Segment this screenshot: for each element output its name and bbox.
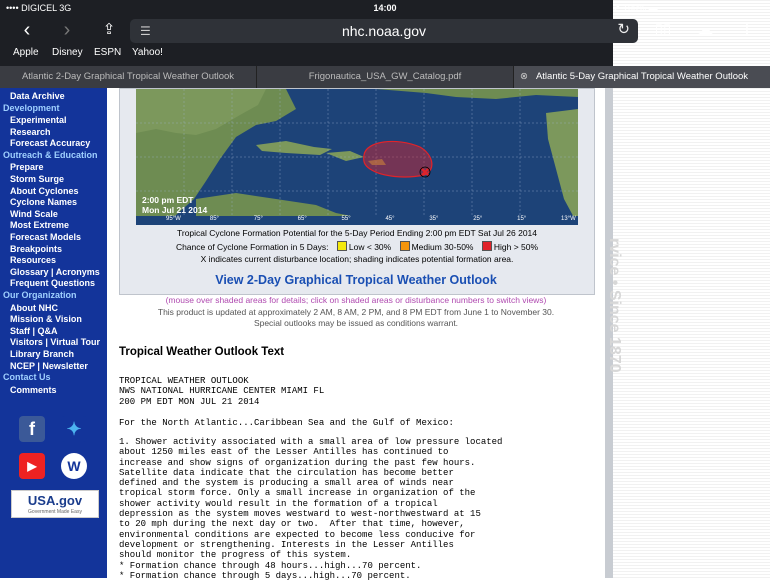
- map-hint: (mouse over shaded areas for details; click on shaded areas or disturbance numbers to switch views): [165, 295, 547, 305]
- browser-chrome: [0, 0, 770, 88]
- bookmark-yahoo[interactable]: Yahoo!: [132, 47, 163, 58]
- battery-indicator: ➚ 100% ▬: [613, 0, 770, 490]
- sidebar-link[interactable]: Library Branch: [10, 348, 75, 359]
- sidebar-link[interactable]: Forecast Models: [10, 232, 82, 242]
- legend-low-swatch: [337, 241, 347, 251]
- sidebar-link[interactable]: Frequent Questions: [10, 278, 96, 289]
- sidebar-link[interactable]: Visitors | Virtual Tour: [10, 337, 101, 348]
- page-background: [606, 88, 770, 578]
- watermark-text: rvice • Since 1870: [606, 238, 623, 373]
- sidebar-link[interactable]: About Cyclones: [10, 185, 79, 196]
- bookmark-disney[interactable]: Disney: [52, 47, 83, 58]
- longitude-label: 15°: [517, 216, 527, 222]
- longitude-label: 65°: [297, 216, 307, 222]
- new-tab-icon[interactable]: +: [741, 19, 753, 41]
- watermark: [606, 88, 643, 373]
- tab-label: Atlantic 5-Day Graphical Tropical Weather Outlook: [535, 71, 749, 82]
- tab-pdf-catalog[interactable]: [257, 66, 514, 88]
- sidebar-link[interactable]: Resources: [10, 255, 57, 266]
- outlook-map[interactable]: [136, 89, 578, 225]
- longitude-label: 45°: [385, 216, 395, 222]
- sidebar-link[interactable]: Research: [10, 126, 51, 137]
- youtube-icon[interactable]: ▶: [19, 453, 45, 479]
- sidebar-heading: Contact Us: [3, 372, 51, 383]
- close-tab-icon[interactable]: ⊗: [520, 71, 528, 82]
- sidebar-link[interactable]: Storm Surge: [10, 174, 65, 184]
- tab-2day-outlook[interactable]: [0, 66, 257, 88]
- sidebar-link[interactable]: About NHC: [10, 302, 58, 313]
- sidebar-link[interactable]: Breakpoints: [10, 243, 63, 254]
- usagov-logo[interactable]: [11, 490, 99, 518]
- tab-bar: [0, 66, 770, 88]
- outlook-map-panel: [119, 88, 595, 295]
- legend-medium-swatch: [400, 241, 410, 251]
- bookmark-apple[interactable]: Apple: [13, 47, 39, 58]
- tab-5day-outlook[interactable]: [514, 66, 770, 88]
- reload-icon[interactable]: ↻: [617, 21, 630, 38]
- legend-low: Low < 30%: [348, 242, 392, 252]
- legend-note: X indicates current disturbance location; shading indicates potential formation area.: [200, 254, 514, 264]
- url-text[interactable]: nhc.noaa.gov: [341, 23, 427, 39]
- outlook-header: TROPICAL WEATHER OUTLOOK NWS NATIONAL HURRICANE CENTER MIAMI FL 200 PM EDT MON JUL 21 2014: [119, 376, 325, 407]
- sidebar-link[interactable]: Staff | Q&A: [10, 325, 58, 336]
- longitude-label: 85°: [209, 216, 219, 222]
- map-legend: [120, 241, 594, 252]
- longitude-label: 55°: [341, 216, 351, 222]
- sidebar-link[interactable]: Wind Scale: [10, 208, 58, 219]
- main-content: [107, 88, 605, 581]
- battery-label: 100%: [623, 3, 647, 13]
- outlook-body: 1. Shower activity associated with a small area of low pressure located about 1250 miles east of the Lesser Antilles has continued to increase and show signs of organization during the past few hours. Satellite data indicate that the circulation has become better defined and the system is producing a small area of winds near tropical storm force. Only a small increase in organization of the shower activity would result in the formation of a tropical depression as the system moves westward to west-northwestward at 15 to 20 mph during the next day or two. After that time, however, environmental conditions are expected to become less conducive for development or strengthening. Interests in the Lesser Antilles should monitor the progress of this system. * Formation chance through 48 hours...high...70 percent. * Formation chance through 5 days...high...70 percent.: [119, 437, 503, 581]
- longitude-label: 95°W: [166, 216, 181, 222]
- view-2day-link[interactable]: View 2-Day Graphical Tropical Weather Outlook: [215, 273, 497, 287]
- sidebar-link[interactable]: Glossary | Acronyms: [10, 266, 100, 277]
- sidebar-heading: Outreach & Education: [3, 149, 98, 160]
- forward-icon[interactable]: ›: [63, 19, 71, 41]
- longitude-label: 35°: [429, 216, 439, 222]
- sidebar-link[interactable]: Data Archive: [10, 91, 65, 101]
- map-issue-day: Mon Jul 21 2014: [142, 205, 208, 215]
- sidebar-link[interactable]: Prepare: [10, 162, 44, 173]
- status-bar: [0, 0, 770, 16]
- reader-icon[interactable]: ☰: [140, 24, 151, 38]
- facebook-icon[interactable]: f: [19, 416, 45, 442]
- bookmarks-bar: [0, 44, 770, 62]
- tab-label: Frigonautica_USA_GW_Catalog.pdf: [308, 71, 462, 82]
- icloud-tabs-icon[interactable]: ☁: [696, 20, 714, 39]
- usagov-tagline: Government Made Easy: [28, 509, 82, 515]
- sidebar-link[interactable]: NCEP | Newsletter: [10, 360, 88, 371]
- sidebar-link[interactable]: Experimental: [10, 115, 67, 126]
- usagov-logo-text: USA.gov: [27, 493, 83, 508]
- bookmarks-icon[interactable]: ▯▯: [654, 21, 672, 38]
- sidebar-link[interactable]: Comments: [10, 384, 57, 395]
- special-outlook-note: Special outlooks may be issued as conditions warrant.: [253, 318, 459, 328]
- safari-toolbar: [0, 16, 770, 44]
- share-icon[interactable]: ⇪: [102, 21, 116, 38]
- sidebar-link[interactable]: Mission & Vision: [10, 314, 82, 325]
- map-issue-time: 2:00 pm EDT: [142, 195, 194, 205]
- clock: 14:00: [373, 3, 397, 13]
- nhc-sidebar: [0, 88, 107, 578]
- address-bar[interactable]: [130, 19, 638, 43]
- legend-high: High > 50%: [493, 242, 539, 252]
- legend-prefix: Chance of Cyclone Formation in 5 Days:: [175, 242, 329, 252]
- map-caption: Tropical Cyclone Formation Potential for the 5-Day Period Ending 2:00 pm EDT Sat Jul 26 2014: [176, 228, 538, 238]
- twitter-icon[interactable]: ✦: [61, 416, 87, 442]
- section-title: Tropical Weather Outlook Text: [119, 346, 285, 358]
- longitude-label: 13°W: [561, 216, 576, 222]
- legend-medium: Medium 30-50%: [411, 242, 474, 252]
- sidebar-heading: Our Organization: [3, 290, 77, 300]
- sidebar-link[interactable]: Forecast Accuracy: [10, 138, 91, 149]
- legend-high-swatch: [482, 241, 492, 251]
- longitude-label: 75°: [253, 216, 263, 222]
- update-note: This product is updated at approximately 2 AM, 8 AM, 2 PM, and 8 PM EDT from June 1 to November 30.: [157, 307, 555, 317]
- sidebar-heading: Development: [3, 102, 60, 113]
- longitude-label: 25°: [473, 216, 483, 222]
- outlook-region: For the North Atlantic...Caribbean Sea and the Gulf of Mexico:: [119, 418, 454, 428]
- bookmark-espn[interactable]: ESPN: [94, 47, 122, 58]
- carrier-label: •••• DIGICEL 3G: [6, 3, 72, 13]
- back-icon[interactable]: ‹: [23, 19, 31, 41]
- map-issue-date: [142, 195, 207, 215]
- sidebar-link[interactable]: Most Extreme: [10, 220, 70, 231]
- sidebar-link[interactable]: Cyclone Names: [10, 197, 78, 208]
- wordpress-icon[interactable]: W: [61, 453, 87, 479]
- tab-label: Atlantic 2-Day Graphical Tropical Weather Outlook: [21, 71, 235, 82]
